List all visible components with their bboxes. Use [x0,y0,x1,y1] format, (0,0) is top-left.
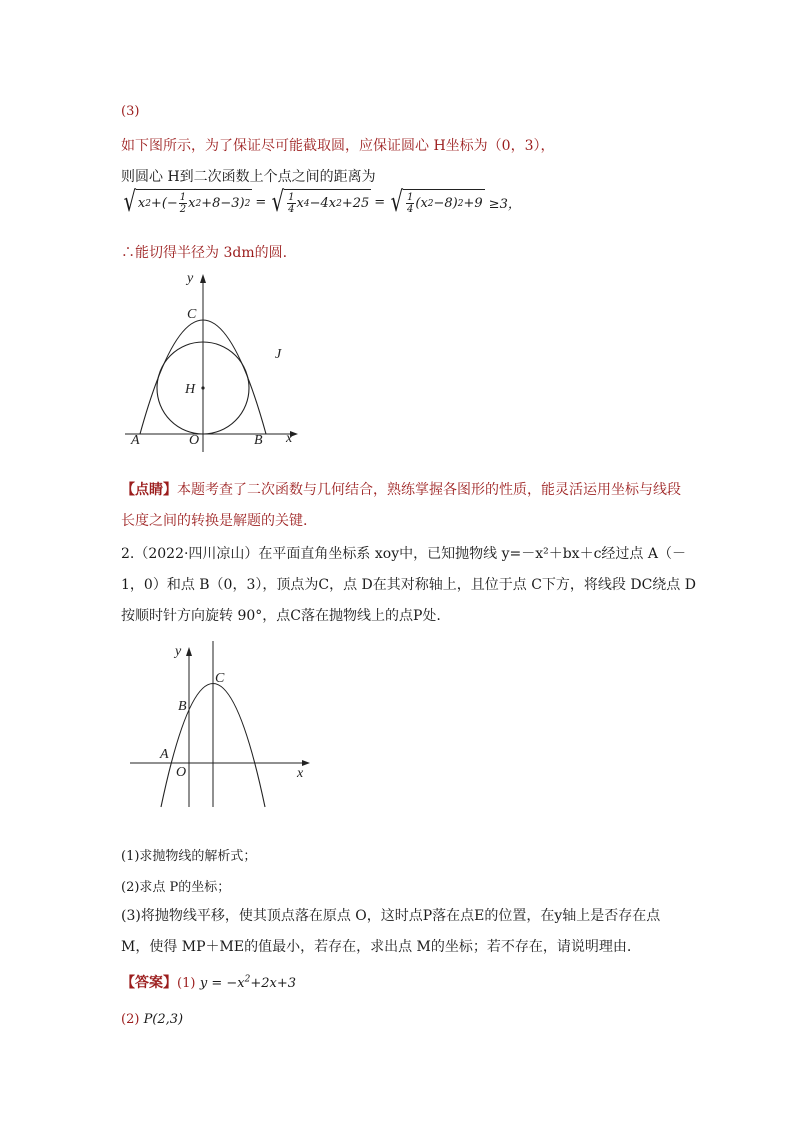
fig1-label-j: J [275,347,282,362]
fig1-label-o: O [189,433,200,448]
problem2-line3: 按顺时针方向旋转 90°，点C落在抛物线上的点P处. [121,608,441,624]
part3-line1: 如下图所示，为了保证尽可能截取圆，应保证圆心 H坐标为（0，3）， [121,138,555,154]
answer-1-expr-rest: +2x+3 [250,976,297,991]
answer-1: 【答案】(1) $y = -x^2+2x+3$ [121,974,297,991]
sqrt-3: √ $\frac{1}{4}$ (x 2 −8) 2 +9 [390,185,483,218]
part3-line2: 则圆心 H到二次函数上个点之间的距离为 [121,169,376,185]
fig2-label-c: C [215,671,225,686]
fig2-label-b: B [178,699,187,714]
fig1-label-x: x [286,431,293,446]
question-3-line1: (3)将抛物线平移，使其顶点落在原点 O，这时点P落在点E的位置，在y轴上是否存在点 [121,908,661,924]
fig1-label-b: B [254,433,263,448]
fig1-label-y: y [187,271,194,286]
answer-1-label: (1) [177,976,196,991]
note-text1: 本题考查了二次函数与几何结合，熟练掌握各图形的性质，能灵活运用坐标与线段 [177,482,681,498]
fig1-label-h: H [185,382,196,397]
part3-conclusion: ∴能切得半径为 3dm的圆. [121,245,288,261]
answer-2 [121,1012,183,1027]
fig1-label-a: A [131,433,140,448]
part3-label: (3) [121,104,140,119]
note-line2: 长度之间的转换是解题的关键. [121,513,308,529]
problem2-line2: 1，0）和点 B（0，3），顶点为C，点 D在其对称轴上，且位于点 C下方，将线段 DC绕点 D [121,577,696,593]
fig2-label-o: O [176,765,187,780]
question-3-line2: M，使得 MP＋ME的值最小，若存在，求出点 M的坐标；若不存在，请说明理由. [121,939,632,955]
sqrt-2: √ $\frac{1}{4}$ x 4 −4x 2 +25 [271,185,370,218]
answer-1-expr: y = −x [199,976,245,991]
figure-parabola-2 [125,635,325,810]
fig2-label-a: A [160,747,169,762]
figure-parabola-circle [120,262,310,452]
question-2: (2)求点 P的坐标； [121,880,231,895]
question-1: (1)求抛物线的解析式； [121,849,257,864]
note-line1 [121,479,681,499]
answer-2-label: (2) [121,1012,140,1027]
distance-formula: √ x 2 +(− $\frac{1}{2}$ x 2 +8−3) 2 = √ $\frac{1}{4}$ x 4 −4x 2 +25 = √ $\frac{1}{4}$ (x 2 −8) 2 +9 ≥3， [121,188,521,216]
fig1-label-c: C [187,307,197,322]
answer-tag: 【答案】 [121,975,177,991]
note-tag: 【点睛】 [121,482,177,498]
fig2-label-y: y [175,644,182,659]
fig2-label-x: x [297,766,304,781]
answer-2-expr: P(2,3) [143,1012,184,1027]
sqrt-1: √ x 2 +(− $\frac{1}{2}$ x 2 +8−3) 2 [123,185,251,218]
problem2-line1: 2.（2022·四川凉山）在平面直角坐标系 xoy中，已知抛物线 y=－x²＋bx＋c经过点 A（－ [121,546,686,562]
